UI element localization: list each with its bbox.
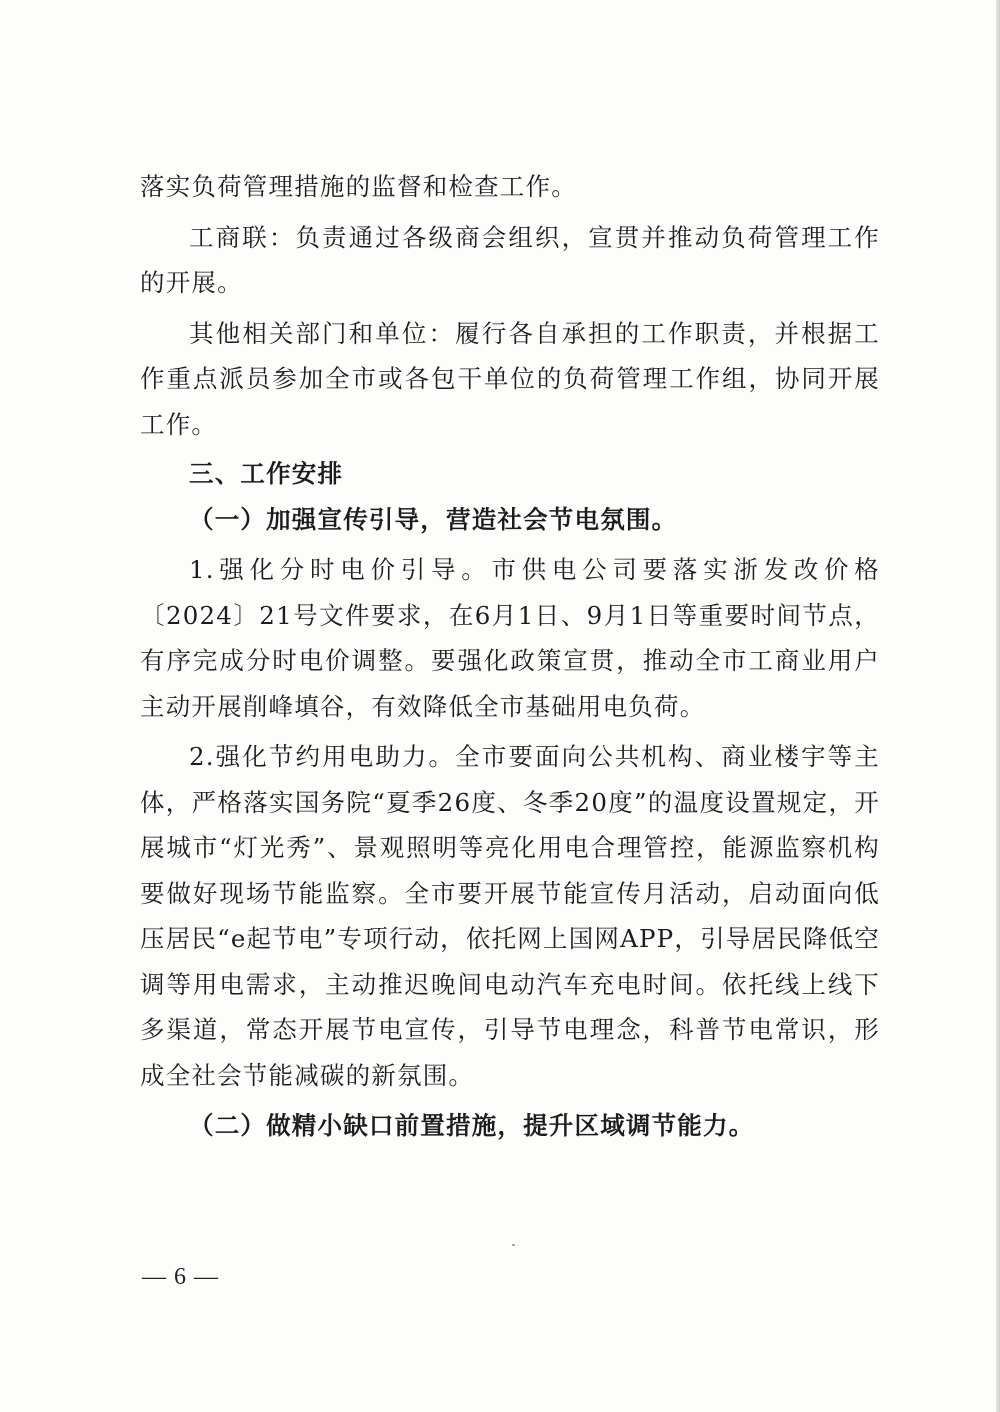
section-heading-work-arrangement: 三、工作安排: [189, 459, 344, 488]
paragraph-other-departments: 其他相关部门和单位：履行各自承担的工作职责，并根据工作重点派员参加全市或各包干单位的负荷管理工作组，协同开展工作。: [140, 318, 880, 439]
subsection-heading-publicity: （一）加强宣传引导，营造社会节电氛围。: [189, 504, 678, 534]
document-body: [140, 164, 880, 1149]
paragraph-continuation: 落实负荷管理措施的监督和检查工作。: [140, 172, 577, 201]
page-number: — 6 —: [142, 1264, 219, 1290]
paragraph-item-1-time-of-use-pricing: 1.强化分时电价引导。市供电公司要落实浙发改价格〔2024〕21号文件要求，在6月1日、9月1日等重要时间节点，有序完成分时电价调整。要强化政策宣贯，推动全市工商业用户主动开展削峰填谷，有效降低全市基础用电负荷。: [140, 555, 880, 721]
subsection-heading-regional-regulation: （二）做精小缺口前置措施，提升区域调节能力。: [189, 1111, 755, 1140]
scan-speck: [512, 1244, 515, 1246]
page-edge: [996, 0, 1000, 1412]
paragraph-federation-of-commerce: 工商联：负责通过各级商会组织，宣贯并推动负荷管理工作的开展。: [140, 222, 880, 297]
paragraph-item-2-energy-saving: 2.强化节约用电助力。全市要面向公共机构、商业楼宇等主体，严格落实国务院“夏季26度、冬季20度”的温度设置规定，开展城市“灯光秀”、景观照明等亮化用电合理管控，能源监察机构要做好现场节能监察。全市要开展节能宣传月活动，启动面向低压居民“e起节电”专项行动，依托网上国网APP，引导居民降低空调等用电需求，主动推迟晚间电动汽车充电时间。依托线上线下多渠道，常态开展节电宣传，引导节电理念，科普节电常识，形成全社会节能减碳的新氛围。: [140, 742, 880, 1090]
